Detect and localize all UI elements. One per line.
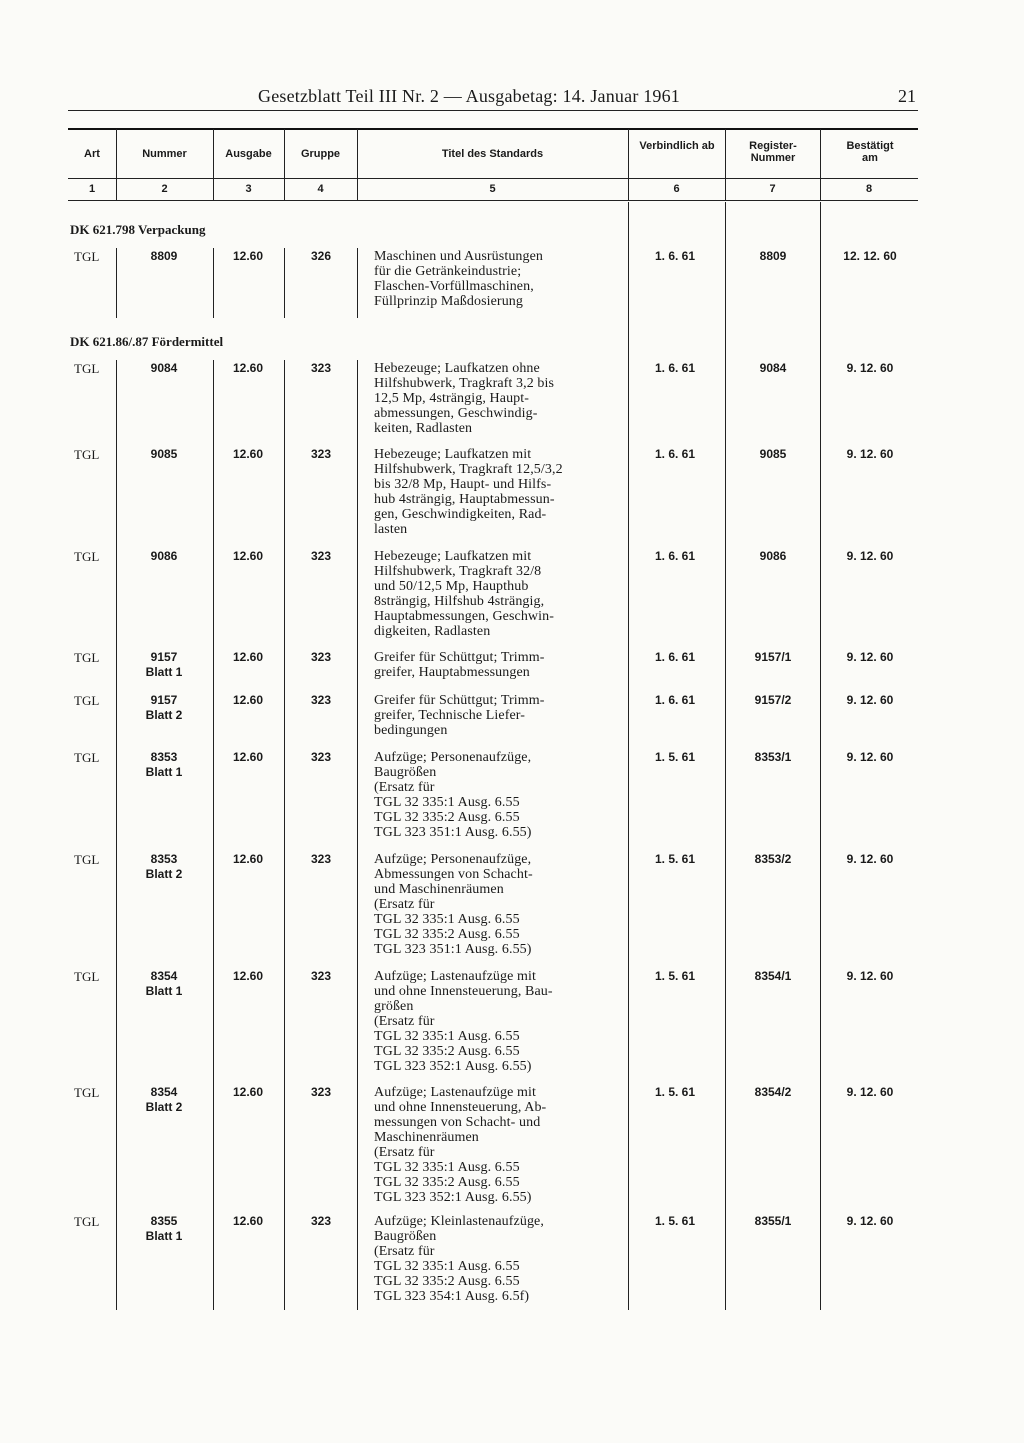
- section-heading: DK 621.798 Verpackung: [70, 222, 206, 237]
- titel-line: Baugrößen: [374, 765, 437, 780]
- titel-line: gen, Geschwindigkeiten, Rad-: [374, 507, 547, 522]
- cell-nummer: [116, 650, 212, 680]
- titel-line: größen: [374, 999, 414, 1014]
- cell-ausgabe: 12.60: [232, 549, 264, 563]
- cell-register: 8353/2: [754, 852, 792, 866]
- cell-art: TGL: [74, 249, 100, 264]
- cell-verbindlich: 1. 5. 61: [654, 750, 696, 764]
- cell-bestaetigt: 9. 12. 60: [846, 361, 894, 375]
- cell-gruppe: 323: [310, 549, 332, 563]
- column-divider: [628, 202, 629, 1310]
- titel-line: Hilfshubwerk, Tragkraft 3,2 bis: [374, 376, 555, 391]
- cell-gruppe: 323: [310, 969, 332, 983]
- titel-line: Aufzüge; Kleinlastenaufzüge,: [374, 1214, 544, 1229]
- cell-nummer: [116, 852, 212, 882]
- titel-line: TGL 32 335:2 Ausg. 6.55: [374, 1274, 520, 1289]
- nummer-line: Blatt 2: [145, 708, 183, 722]
- column-divider: [284, 248, 285, 318]
- titel-line: bedingungen: [374, 723, 448, 738]
- titel-line: (Ersatz für: [374, 780, 435, 795]
- titel-line: (Ersatz für: [374, 1014, 435, 1029]
- cell-verbindlich: 1. 6. 61: [654, 249, 696, 263]
- cell-nummer: [116, 750, 212, 780]
- cell-ausgabe: 12.60: [232, 969, 264, 983]
- cell-bestaetigt: 12. 12. 60: [843, 249, 897, 263]
- col-number: 2: [161, 183, 168, 195]
- titel-line: 8strängig, Hilfshub 4strängig,: [374, 594, 545, 609]
- titel-line: Hebezeuge; Laufkatzen ohne: [374, 361, 540, 376]
- titel-line: Baugrößen: [374, 1229, 437, 1244]
- titel-line: greifer, Technische Liefer-: [374, 708, 526, 723]
- nummer-line: 8355: [150, 1214, 178, 1228]
- titel-line: TGL 323 351:1 Ausg. 6.55): [374, 825, 532, 840]
- titel-line: Greifer für Schüttgut; Trimm-: [374, 650, 545, 665]
- cell-verbindlich: 1. 6. 61: [654, 650, 696, 664]
- col-number: 8: [865, 183, 873, 195]
- cell-verbindlich: 1. 6. 61: [654, 361, 696, 375]
- cell-nummer: [116, 549, 212, 564]
- titel-line: digkeiten, Radlasten: [374, 624, 491, 639]
- cell-gruppe: 326: [310, 249, 332, 263]
- cell-gruppe: 323: [310, 852, 332, 866]
- column-divider: [116, 360, 117, 1310]
- nummer-line: 8354: [150, 1085, 178, 1099]
- nummer-line: Blatt 1: [145, 765, 183, 779]
- col-number: 4: [317, 183, 324, 195]
- cell-bestaetigt: 9. 12. 60: [846, 549, 894, 563]
- titel-line: und ohne Innensteuerung, Ab-: [374, 1100, 547, 1115]
- cell-register: 8355/1: [754, 1214, 792, 1228]
- titel-line: TGL 323 352:1 Ausg. 6.55): [374, 1190, 532, 1205]
- cell-titel: [374, 549, 626, 639]
- cell-ausgabe: 12.60: [232, 650, 264, 664]
- cell-art: TGL: [74, 1085, 100, 1100]
- cell-verbindlich: 1. 5. 61: [654, 1085, 696, 1099]
- cell-bestaetigt: 9. 12. 60: [846, 447, 894, 461]
- cell-ausgabe: 12.60: [232, 750, 264, 764]
- cell-titel: [374, 852, 626, 957]
- col-header-ausgabe: Ausgabe: [225, 148, 272, 160]
- col-number: 1: [88, 183, 96, 195]
- titel-line: Greifer für Schüttgut; Trimm-: [374, 693, 545, 708]
- cell-register: 8354/2: [754, 1085, 792, 1099]
- nummer-line: 9157: [150, 693, 178, 707]
- cell-nummer: [116, 969, 212, 999]
- cell-register: 9085: [759, 447, 787, 461]
- cell-verbindlich: 1. 5. 61: [654, 969, 696, 983]
- cell-nummer: [116, 249, 212, 264]
- page-number: 21: [898, 86, 916, 106]
- cell-gruppe: 323: [310, 1214, 332, 1228]
- cell-ausgabe: 12.60: [232, 249, 264, 263]
- cell-titel: [374, 249, 626, 309]
- table-numbers-rule: [68, 200, 918, 201]
- cell-art: TGL: [74, 650, 100, 665]
- titel-line: Hilfshubwerk, Tragkraft 32/8: [374, 564, 542, 579]
- titel-line: TGL 32 335:2 Ausg. 6.55: [374, 927, 520, 942]
- col-number: 7: [769, 183, 776, 195]
- col-header-titel: Titel des Standards: [441, 148, 544, 160]
- table-top-rule: [68, 128, 918, 130]
- cell-art: TGL: [74, 852, 100, 867]
- titel-line: abmessungen, Geschwindig-: [374, 406, 538, 421]
- cell-gruppe: 323: [310, 1085, 332, 1099]
- cell-gruppe: 323: [310, 693, 332, 707]
- cell-bestaetigt: 9. 12. 60: [846, 1214, 894, 1228]
- cell-gruppe: 323: [310, 447, 332, 461]
- titel-line: hub 4strängig, Hauptabmessun-: [374, 492, 555, 507]
- column-divider: [357, 360, 358, 1310]
- page-header: [68, 86, 918, 108]
- titel-line: Maschinenräumen: [374, 1130, 479, 1145]
- titel-line: Hilfshubwerk, Tragkraft 12,5/3,2: [374, 462, 563, 477]
- col-number: 3: [245, 183, 252, 195]
- nummer-line: Blatt 2: [145, 867, 183, 881]
- cell-register: 8809: [759, 249, 787, 263]
- cell-gruppe: 323: [310, 650, 332, 664]
- column-divider: [820, 202, 821, 1310]
- titel-line: Flaschen-Vorfüllmaschinen,: [374, 279, 534, 294]
- col-header-register: Register-Nummer: [749, 140, 797, 164]
- cell-art: TGL: [74, 361, 100, 376]
- titel-line: und Maschinenräumen: [374, 882, 504, 897]
- cell-register: 9157/1: [754, 650, 792, 664]
- nummer-line: 9084: [150, 361, 178, 375]
- titel-line: TGL 32 335:1 Ausg. 6.55: [374, 795, 520, 810]
- titel-line: TGL 32 335:1 Ausg. 6.55: [374, 1029, 520, 1044]
- col-header-gruppe: Gruppe: [300, 148, 341, 160]
- page-header-title: Gesetzblatt Teil III Nr. 2 — Ausgabetag: 14. Januar 1961: [258, 86, 681, 106]
- cell-titel: [374, 650, 626, 680]
- cell-bestaetigt: 9. 12. 60: [846, 750, 894, 764]
- cell-titel: [374, 361, 626, 436]
- titel-line: greifer, Hauptabmessungen: [374, 665, 530, 680]
- titel-line: und ohne Innensteuerung, Bau-: [374, 984, 553, 999]
- titel-line: Hebezeuge; Laufkatzen mit: [374, 549, 532, 564]
- cell-titel: [374, 969, 626, 1074]
- titel-line: messungen von Schacht- und: [374, 1115, 541, 1130]
- titel-line: TGL 32 335:1 Ausg. 6.55: [374, 1259, 520, 1274]
- cell-titel: [374, 1085, 626, 1205]
- cell-titel: [374, 693, 626, 738]
- col-number: 5: [489, 183, 496, 195]
- nummer-line: 9157: [150, 650, 178, 664]
- titel-line: bis 32/8 Mp, Haupt- und Hilfs-: [374, 477, 552, 492]
- col-number: 6: [673, 183, 680, 195]
- titel-line: TGL 32 335:2 Ausg. 6.55: [374, 1044, 520, 1059]
- cell-art: TGL: [74, 969, 100, 984]
- nummer-line: 8354: [150, 969, 178, 983]
- titel-line: (Ersatz für: [374, 1145, 435, 1160]
- column-divider: [357, 248, 358, 318]
- cell-bestaetigt: 9. 12. 60: [846, 1085, 894, 1099]
- titel-line: TGL 323 351:1 Ausg. 6.55): [374, 942, 532, 957]
- titel-line: TGL 32 335:2 Ausg. 6.55: [374, 810, 520, 825]
- titel-line: Hauptabmessungen, Geschwin-: [374, 609, 554, 624]
- cell-register: 9086: [759, 549, 787, 563]
- titel-line: keiten, Radlasten: [374, 421, 473, 436]
- titel-line: Maschinen und Ausrüstungen: [374, 249, 544, 264]
- col-header-art: Art: [84, 148, 100, 160]
- column-divider: [725, 202, 726, 1310]
- cell-nummer: [116, 447, 212, 462]
- header-rule: [68, 110, 918, 111]
- titel-line: TGL 323 352:1 Ausg. 6.55): [374, 1059, 532, 1074]
- titel-line: TGL 323 354:1 Ausg. 6.5f): [374, 1289, 530, 1304]
- nummer-line: Blatt 1: [145, 1229, 183, 1243]
- cell-ausgabe: 12.60: [232, 1214, 264, 1228]
- cell-verbindlich: 1. 6. 61: [654, 447, 696, 461]
- cell-art: TGL: [74, 447, 100, 462]
- cell-verbindlich: 1. 5. 61: [654, 852, 696, 866]
- section-heading: DK 621.86/.87 Fördermittel: [70, 334, 224, 349]
- nummer-line: 8353: [150, 750, 178, 764]
- nummer-line: 9085: [150, 447, 178, 461]
- cell-art: TGL: [74, 549, 100, 564]
- cell-art: TGL: [74, 693, 100, 708]
- titel-line: Aufzüge; Personenaufzüge,: [374, 750, 532, 765]
- titel-line: Abmessungen von Schacht-: [374, 867, 533, 882]
- cell-bestaetigt: 9. 12. 60: [846, 650, 894, 664]
- titel-line: TGL 32 335:1 Ausg. 6.55: [374, 912, 520, 927]
- titel-line: 12,5 Mp, 4strängig, Haupt-: [374, 391, 530, 406]
- nummer-line: Blatt 1: [145, 984, 183, 998]
- column-divider: [284, 360, 285, 1310]
- nummer-line: 8809: [150, 249, 178, 263]
- titel-line: (Ersatz für: [374, 897, 435, 912]
- cell-ausgabe: 12.60: [232, 852, 264, 866]
- titel-line: Hebezeuge; Laufkatzen mit: [374, 447, 532, 462]
- cell-register: 9157/2: [754, 693, 792, 707]
- cell-ausgabe: 12.60: [232, 447, 264, 461]
- column-divider: [213, 248, 214, 318]
- titel-line: TGL 32 335:2 Ausg. 6.55: [374, 1175, 520, 1190]
- col-header-bestaetigt: Bestätigt am: [846, 140, 894, 164]
- titel-line: TGL 32 335:1 Ausg. 6.55: [374, 1160, 520, 1175]
- column-divider: [213, 360, 214, 1310]
- titel-line: für die Getränkeindustrie;: [374, 264, 522, 279]
- nummer-line: 8353: [150, 852, 178, 866]
- cell-ausgabe: 12.60: [232, 361, 264, 375]
- cell-gruppe: 323: [310, 361, 332, 375]
- cell-bestaetigt: 9. 12. 60: [846, 852, 894, 866]
- cell-nummer: [116, 361, 212, 376]
- cell-verbindlich: 1. 5. 61: [654, 1214, 696, 1228]
- titel-line: lasten: [374, 522, 408, 537]
- cell-titel: [374, 1214, 626, 1304]
- table-header-rule: [68, 178, 918, 179]
- titel-line: Aufzüge; Lastenaufzüge mit: [374, 969, 536, 984]
- cell-art: TGL: [74, 1214, 100, 1229]
- cell-register: 9084: [759, 361, 787, 375]
- nummer-line: Blatt 1: [145, 665, 183, 679]
- col-header-nummer: Nummer: [142, 148, 187, 160]
- titel-line: Füllprinzip Maßdosierung: [374, 294, 523, 309]
- cell-bestaetigt: 9. 12. 60: [846, 969, 894, 983]
- cell-titel: [374, 750, 626, 840]
- cell-verbindlich: 1. 6. 61: [654, 693, 696, 707]
- titel-line: Aufzüge; Lastenaufzüge mit: [374, 1085, 536, 1100]
- titel-line: und 50/12,5 Mp, Haupthub: [374, 579, 529, 594]
- cell-register: 8353/1: [754, 750, 792, 764]
- cell-bestaetigt: 9. 12. 60: [846, 693, 894, 707]
- cell-register: 8354/1: [754, 969, 792, 983]
- titel-line: Aufzüge; Personenaufzüge,: [374, 852, 532, 867]
- col-header-verbindlich: Verbindlich ab: [639, 140, 715, 152]
- cell-gruppe: 323: [310, 750, 332, 764]
- titel-line: (Ersatz für: [374, 1244, 435, 1259]
- nummer-line: 9086: [150, 549, 178, 563]
- cell-nummer: [116, 1085, 212, 1115]
- cell-ausgabe: 12.60: [232, 1085, 264, 1099]
- nummer-line: Blatt 2: [145, 1100, 183, 1114]
- cell-art: TGL: [74, 750, 100, 765]
- cell-verbindlich: 1. 6. 61: [654, 549, 696, 563]
- cell-nummer: [116, 693, 212, 723]
- cell-ausgabe: 12.60: [232, 693, 264, 707]
- cell-titel: [374, 447, 626, 537]
- cell-nummer: [116, 1214, 212, 1244]
